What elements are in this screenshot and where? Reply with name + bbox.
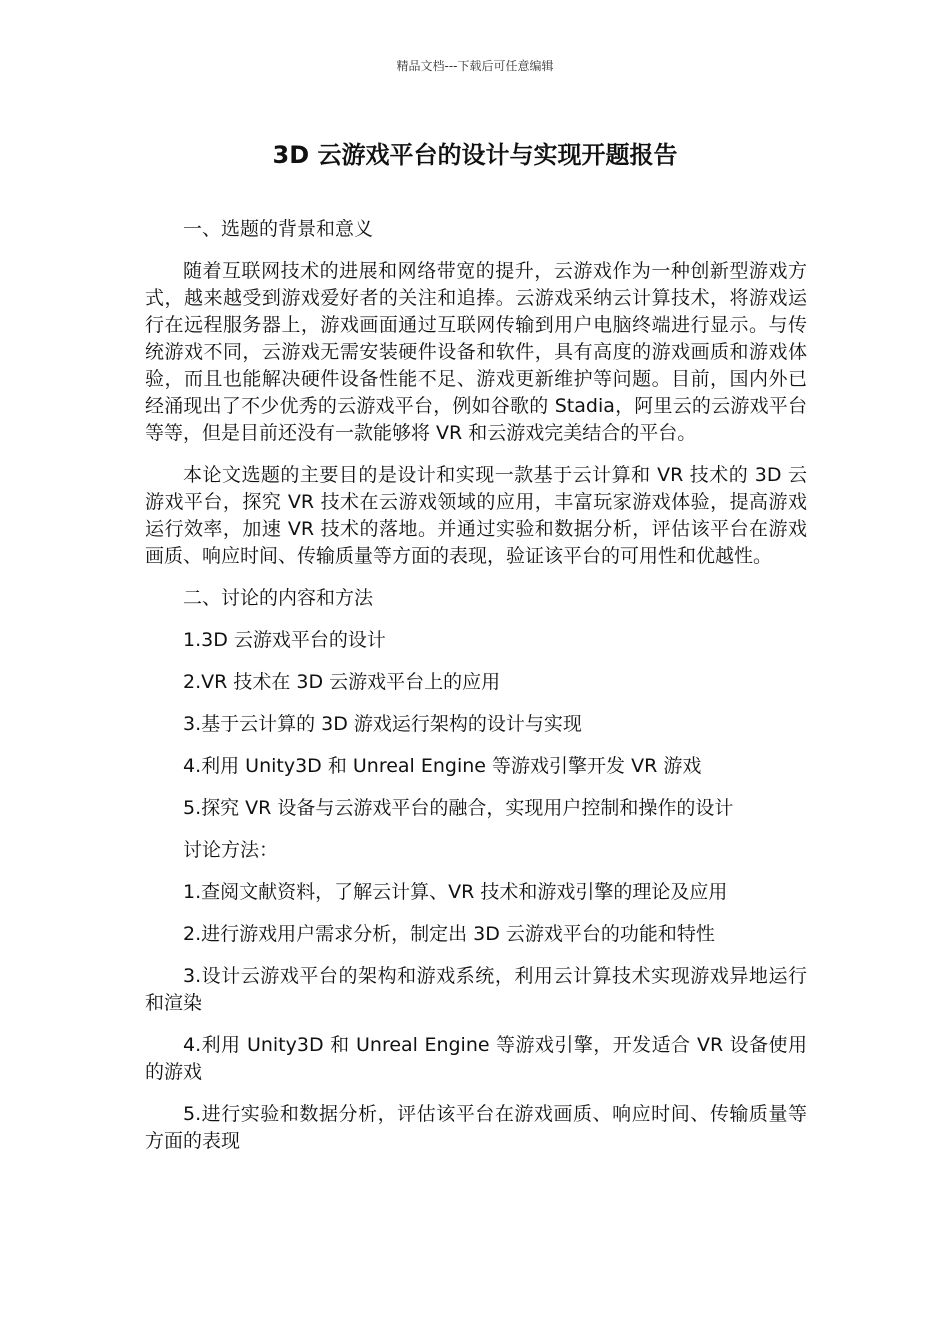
paragraph-background: 随着互联网技术的进展和网络带宽的提升，云游戏作为一种创新型游戏方式，越来越受到游戏爱好者的关注和追捧。云游戏采纳云计算技术，将游戏运行在远程服务器上，游戏画面通过互联网传输到用户电脑终端进行显示。与传统游戏不同，云游戏无需安装硬件设备和软件，具有高度的游戏画质和游戏体验，而且也能解决硬件设备性能不足、游戏更新维护等问题。目前，国内外已经涌现出了不少优秀的云游戏平台，例如谷歌的 Stadia，阿里云的云游戏平台等等，但是目前还没有一款能够将 VR 和云游戏完美结合的平台。 (145, 260, 807, 444)
method-item-3: 3.设计云游戏平台的架构和游戏系统，利用云计算技术实现游戏异地运行和渲染 (145, 965, 807, 1014)
paragraph-purpose: 本论文选题的主要目的是设计和实现一款基于云计算和 VR 技术的 3D 云游戏平台，探究 VR 技术在云游戏领域的应用，丰富玩家游戏体验，提高游戏运行效率，加速 VR 技术的落地。并通过实验和数据分析，评估该平台在游戏画质、响应时间、传输质量等方面的表现，验证该平台的可用性和优越性。 (145, 464, 807, 567)
method-item-5: 5.进行实验和数据分析，评估该平台在游戏画质、响应时间、传输质量等方面的表现 (145, 1103, 807, 1152)
document-body (145, 216, 807, 1170)
document-title: 3D 云游戏平台的设计与实现开题报告 (272, 141, 678, 169)
section-heading-content-method: 二、讨论的内容和方法 (183, 587, 374, 609)
content-item-2: 2.VR 技术在 3D 云游戏平台上的应用 (183, 671, 501, 693)
content-item-5: 5.探究 VR 设备与云游戏平台的融合，实现用户控制和操作的设计 (183, 797, 734, 819)
method-item-1: 1.查阅文献资料，了解云计算、VR 技术和游戏引擎的理论及应用 (183, 881, 728, 903)
method-item-4: 4.利用 Unity3D 和 Unreal Engine 等游戏引擎，开发适合 VR 设备使用的游戏 (145, 1034, 807, 1083)
method-item-2: 2.进行游戏用户需求分析，制定出 3D 云游戏平台的功能和特性 (183, 923, 715, 945)
content-item-3: 3.基于云计算的 3D 游戏运行架构的设计与实现 (183, 713, 582, 735)
method-heading: 讨论方法： (183, 839, 279, 861)
content-item-1: 1.3D 云游戏平台的设计 (183, 629, 386, 651)
content-item-4: 4.利用 Unity3D 和 Unreal Engine 等游戏引擎开发 VR 游戏 (183, 755, 702, 777)
header-note: 精品文档---下载后可任意编辑 (396, 59, 554, 73)
section-heading-background: 一、选题的背景和意义 (183, 218, 374, 240)
